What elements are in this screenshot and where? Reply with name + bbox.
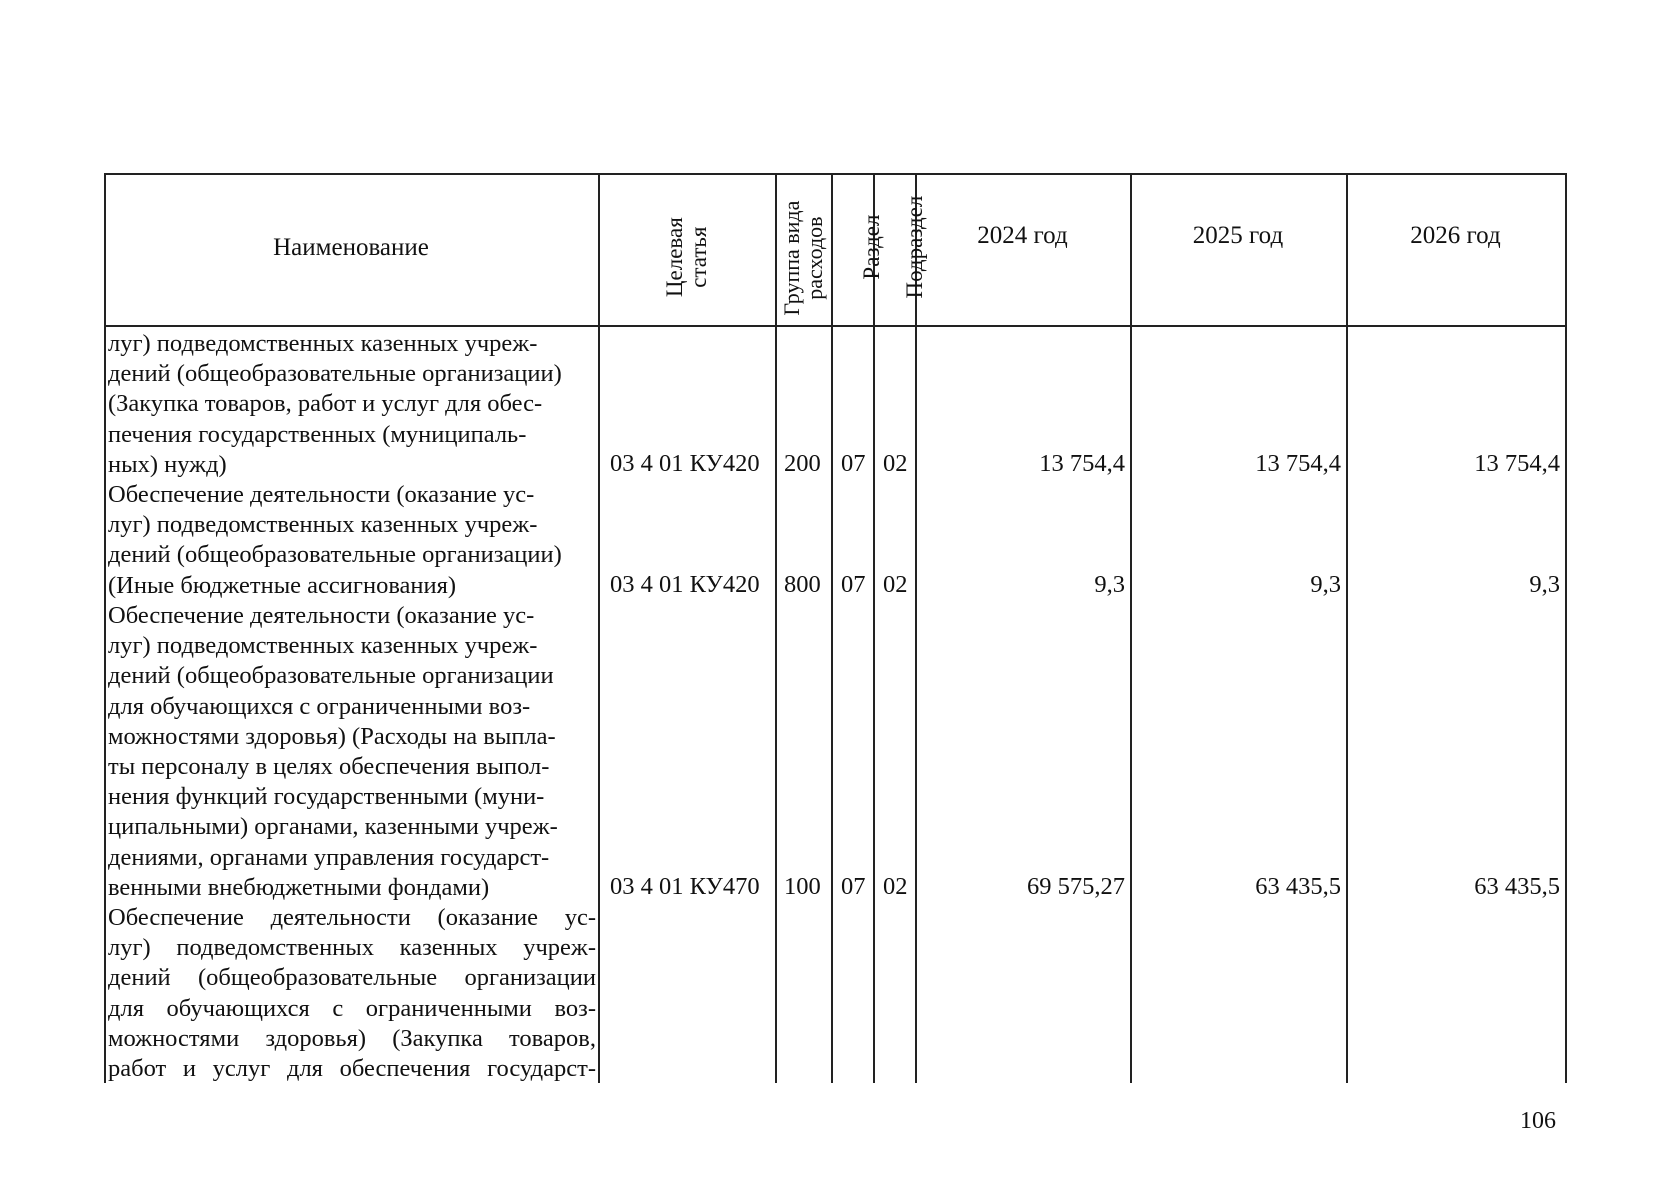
- row-3-group: 100: [784, 873, 821, 900]
- row-2-2026: 9,3: [1529, 571, 1560, 598]
- col-divider-group: [831, 173, 833, 1083]
- row-3-code: 03 4 01 КУ470: [610, 873, 760, 900]
- row-1-subsection: 02: [883, 450, 908, 477]
- row-3-section: 07: [841, 873, 866, 900]
- header-expense-group: Группа вида расходов: [778, 200, 827, 316]
- col-divider-code: [775, 173, 777, 1083]
- row-3-2026: 63 435,5: [1474, 873, 1560, 900]
- header-target-article: Целевая статья: [661, 217, 711, 298]
- row-3-2025: 63 435,5: [1255, 873, 1341, 900]
- header-subsection: Подраздел: [901, 195, 927, 299]
- table-right-border: [1565, 173, 1567, 1083]
- row-1-section: 07: [841, 450, 866, 477]
- row-2-code: 03 4 01 КУ420: [610, 571, 760, 598]
- row-1-2026: 13 754,4: [1474, 450, 1560, 477]
- row-2-name: Обеспечение деятельности (оказание ус- луг) подведомственных казенных учреж- дений (общеобразовательные организации) (Иные бюджетные ассигнования): [108, 481, 562, 599]
- row-1-group: 200: [784, 450, 821, 477]
- header-name: Наименование: [273, 234, 429, 261]
- header-year-2024: 2024 год: [977, 222, 1068, 249]
- header-year-2025: 2025 год: [1192, 222, 1284, 249]
- row-1-2025: 13 754,4: [1255, 450, 1341, 477]
- col-divider-2025: [1346, 173, 1348, 1083]
- row-3-2024: 69 575,27: [1027, 873, 1125, 900]
- row-2-2025: 9,3: [1310, 571, 1341, 598]
- col-divider-name: [598, 173, 600, 1083]
- row-2-subsection: 02: [883, 571, 908, 598]
- row-1-code: 03 4 01 КУ420: [610, 450, 760, 477]
- budget-table: [104, 173, 1567, 1083]
- row-3-subsection: 02: [883, 873, 908, 900]
- col-divider-2024: [1130, 173, 1132, 1083]
- header-year-2026: 2026 год: [1410, 222, 1501, 249]
- row-2-2024: 9,3: [1094, 571, 1125, 598]
- row-4-name: Обеспечение деятельности (оказание ус- луг) подведомственных казенных учреж- дений (общеобразовательные организации для обучающихся с ограниченными воз- можностями здоровья) (Закупка товаров, работ и услуг для обеспечения государст-: [108, 904, 596, 1083]
- row-3-name: Обеспечение деятельности (оказание ус- луг) подведомственных казенных учреж- дений (общеобразовательные организации для обучающихся с ограниченными воз- можностями здоровья) (Расходы на выпла- ты персоналу в целях обеспечения выпол- нения функций государственными (муни- ципальными) органами, казенными учреж- дениями, органами управления государст- венными внебюджетными фондами): [108, 602, 558, 901]
- page-number: 106: [1520, 1108, 1556, 1134]
- row-2-group: 800: [784, 571, 821, 598]
- table-left-border: [104, 173, 106, 1083]
- header-section: Раздел: [858, 214, 884, 280]
- row-2-section: 07: [841, 571, 866, 598]
- row-1-2024: 13 754,4: [1039, 450, 1125, 477]
- row-1-name: луг) подведомственных казенных учреж- дений (общеобразовательные организации) (Закупка товаров, работ и услуг для обес- печения государственных (муниципаль- ных) нужд): [108, 330, 562, 478]
